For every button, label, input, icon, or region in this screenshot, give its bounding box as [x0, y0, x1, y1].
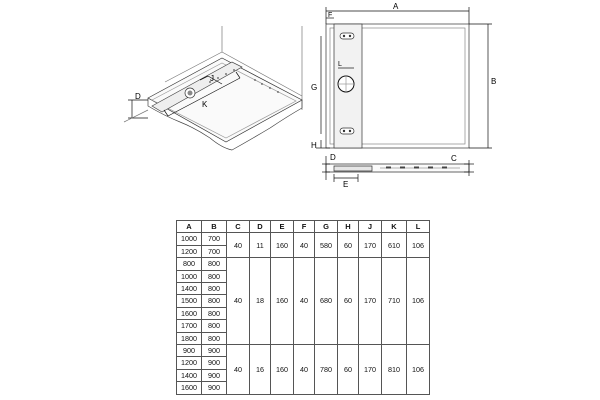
cell-b: 900 — [202, 345, 227, 357]
group-value-cell: 780 — [315, 345, 338, 395]
cell-b: 800 — [202, 332, 227, 344]
group-value-cell: 40 — [227, 345, 250, 395]
cell-b: 800 — [202, 258, 227, 270]
group-value-cell: 40 — [294, 258, 315, 345]
cell-b: 800 — [202, 295, 227, 307]
group-value-cell: 810 — [382, 345, 407, 395]
group-value-cell: 106 — [407, 258, 430, 345]
group-value-cell: 160 — [271, 258, 294, 345]
cell-a: 1400 — [177, 283, 202, 295]
group-value-cell: 40 — [227, 258, 250, 345]
group-value-cell: 680 — [315, 258, 338, 345]
header-d: D — [250, 221, 271, 233]
cell-a: 1500 — [177, 295, 202, 307]
header-h: H — [338, 221, 359, 233]
front-label-a: A — [393, 2, 399, 11]
dimensions-table — [176, 220, 430, 395]
group-value-cell: 170 — [359, 233, 382, 258]
group-value-cell: 40 — [294, 345, 315, 395]
cell-b: 700 — [202, 245, 227, 257]
cell-a: 1000 — [177, 233, 202, 245]
cell-b: 700 — [202, 233, 227, 245]
table-row — [177, 258, 430, 270]
header-g: G — [315, 221, 338, 233]
iso-label-d: D — [135, 92, 141, 101]
cell-b: 800 — [202, 307, 227, 319]
table-row — [177, 233, 430, 245]
cell-b: 900 — [202, 357, 227, 369]
group-value-cell: 106 — [407, 345, 430, 395]
group-value-cell: 710 — [382, 258, 407, 345]
table-row — [177, 345, 430, 357]
group-value-cell: 170 — [359, 345, 382, 395]
group-value-cell: 60 — [338, 233, 359, 258]
header-l: L — [407, 221, 430, 233]
cell-a: 1600 — [177, 382, 202, 394]
group-value-cell: 170 — [359, 258, 382, 345]
cell-a: 1000 — [177, 270, 202, 282]
cell-a: 1200 — [177, 357, 202, 369]
cell-b: 800 — [202, 320, 227, 332]
group-value-cell: 580 — [315, 233, 338, 258]
cell-a: 800 — [177, 258, 202, 270]
front-label-b: B — [491, 77, 497, 86]
cell-a: 1800 — [177, 332, 202, 344]
table-body — [177, 233, 430, 394]
front-label-l: L — [338, 61, 342, 68]
header-k: K — [382, 221, 407, 233]
header-b: B — [202, 221, 227, 233]
header-f: F — [294, 221, 315, 233]
cell-a: 1600 — [177, 307, 202, 319]
iso-label-k: K — [202, 100, 208, 109]
group-value-cell: 610 — [382, 233, 407, 258]
group-value-cell: 160 — [271, 233, 294, 258]
header-e: E — [271, 221, 294, 233]
group-value-cell: 60 — [338, 258, 359, 345]
side-label-e: E — [343, 180, 349, 189]
side-label-c: C — [451, 154, 457, 163]
header-c: C — [227, 221, 250, 233]
group-value-cell: 160 — [271, 345, 294, 395]
cell-b: 900 — [202, 369, 227, 381]
front-label-h: H — [311, 141, 317, 150]
group-value-cell: 18 — [250, 258, 271, 345]
group-value-cell: 40 — [227, 233, 250, 258]
group-value-cell: 11 — [250, 233, 271, 258]
group-value-cell: 106 — [407, 233, 430, 258]
group-value-cell: 16 — [250, 345, 271, 395]
header-j: J — [359, 221, 382, 233]
header-a: A — [177, 221, 202, 233]
cell-b: 800 — [202, 283, 227, 295]
group-value-cell: 60 — [338, 345, 359, 395]
table-header-row — [177, 221, 430, 233]
cell-b: 800 — [202, 270, 227, 282]
isometric-view — [124, 26, 302, 150]
cell-a: 1400 — [177, 369, 202, 381]
group-value-cell: 40 — [294, 233, 315, 258]
front-view — [316, 7, 492, 148]
cell-a: 900 — [177, 345, 202, 357]
cell-b: 900 — [202, 382, 227, 394]
cell-a: 1700 — [177, 320, 202, 332]
cell-a: 1200 — [177, 245, 202, 257]
iso-label-j: J — [210, 74, 214, 83]
front-label-f: F — [328, 12, 333, 19]
front-label-g: G — [311, 83, 318, 92]
side-label-d: D — [330, 153, 336, 162]
